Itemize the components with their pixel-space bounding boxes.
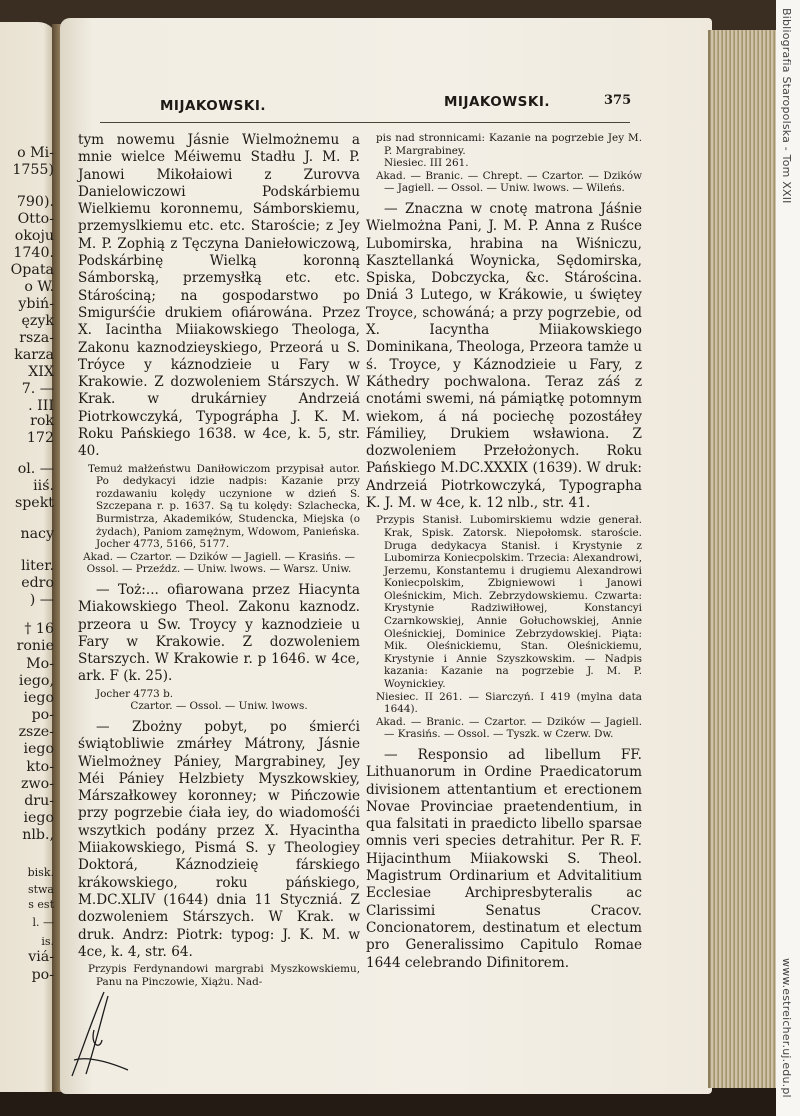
left-page-fragment: o Mi- bbox=[17, 146, 54, 161]
left-page-fragment: rsza- bbox=[19, 331, 54, 346]
left-page-fragment: edro bbox=[21, 576, 54, 591]
left-page-fragment: iego, bbox=[18, 674, 54, 689]
left-page-fragment: 172 bbox=[26, 431, 54, 446]
left-page-fragment: ol. — bbox=[17, 462, 54, 477]
left-column bbox=[78, 132, 360, 988]
right-column bbox=[366, 132, 642, 972]
left-page-fragment: karza bbox=[14, 348, 54, 363]
left-page-fragment: po- bbox=[31, 968, 54, 983]
entry-text: tym nowemu Jásnie Wielmożnemu a mnie wielce Méiwemu Stadłu J. M. P. Janowi Mikołaiowi z Zurovva Danielowiczowi Podskárbiemu Wielkiemu koronnemu, Sámborskiemu, przemyslkiemu etc. etc. Staroście; z Jey M. P. Zophią z Tęczyna Daniełowiczową, Podskárbinę Wielką koronną Sámborską, przemysłką etc. etc. Stárościną; na gospodarstwo po Smigurśćie drukiem ofiárowána. Przez X. Iacintha Miiakowskiego Theologa, Zakonu kaznodzieyskiego, Przeorá u S. Tróyce y káznodzieie u Fary w Krakowie. Z dozwoleniem Stárszych. W Krak. w drukárniey Andrzeiá Piotrkowczyká, Typográpha J. K. M. Roku Pańskiego 1638. w 4ce, k. 5, str. 40. bbox=[78, 132, 360, 460]
left-page-fragment: . III bbox=[28, 399, 54, 414]
left-page-fragment: dru- bbox=[24, 794, 54, 809]
left-page-fragment: okoju bbox=[14, 229, 54, 244]
left-page-fragment: 790). bbox=[16, 195, 54, 210]
left-page-fragment: nacy bbox=[20, 527, 54, 542]
left-page-fragment: l. — bbox=[32, 917, 54, 928]
header-rule bbox=[100, 122, 630, 123]
left-page-fragment: 1755) bbox=[12, 163, 54, 178]
left-page-fragment: s est bbox=[28, 899, 54, 910]
left-page-fragment: rok bbox=[30, 414, 54, 429]
left-page-fragment: zwo- bbox=[21, 777, 54, 792]
left-page-fragment: po- bbox=[31, 708, 54, 723]
entry-note: Temuż małżeństwu Daniłowiczom przypisał autor. Po dedykacyi idzie nadpis: Kazanie przy rozdawaniu kolędy uczynione w dzień S. Szczepana r. p. 1637. Są tu kolędy: Szlachecka, Burmistrza, Akademików, Studencka, Miejska (o żydach), Paniom zamężnym, Wdowom, Panieńska. bbox=[88, 462, 360, 538]
entry-text: — Zbożny pobyt, po śmierći świątobliwie zmárłey Mátrony, Jásnie Wielmożney Pániey, Margrabiney, Jey Méi Pániey Helzbiety Myszkowskiey, Márszałkowey koronney; w Pińczowie przy pogrzebie ćiała iey, do wiadomośći wszytkich podány przez X. Hyacintha Miiakowskiego, Pismá S. y Theologiey Doktorá, Káznodzieię fárskiego krákowskiego, roku páńskiego, M.DC.XLIV (1644) dnia 11 Styczniá. Z dozwoleniem Stárszych. W Krak. w druk. Andrz: Piotrk: typog: J. K. M. w 4ce, k. 4, str. 64. bbox=[78, 718, 360, 960]
page-number: 375 bbox=[604, 93, 632, 108]
left-page-fragment: kto- bbox=[26, 760, 54, 775]
left-page-fragment: ęzyk bbox=[21, 314, 54, 329]
left-page-fragment: o W. bbox=[24, 280, 54, 295]
running-head: MIJAKOWSKI. bbox=[444, 94, 550, 110]
page-edges bbox=[708, 30, 778, 1088]
left-page-fragment: 7. — bbox=[21, 382, 54, 397]
left-page-fragment: † 16 bbox=[24, 622, 54, 637]
entry-text: — Responsio ad libellum FF. Lithuanorum in Ordine Praedicatorum divisionem attentantium et erectionem Novae Provinciae praetendentium, in qua falsitati in praedicto libello sparsae omnis veri species detrahitur. Per R. F. Hijacinthum Miiakowski S. Theol. Magistrum Ordinarium et Advitalitium Ecclesiae Archipresbyteralis ac Clarissimi Senatus Cracov. Concionatorem, destinatum et electum pro Generalissimo Capitulo Romae 1644 celebrando Difinitorem. bbox=[366, 747, 642, 971]
left-page-fragment: Otto- bbox=[17, 212, 54, 227]
left-page-fragment: nlb., bbox=[22, 828, 54, 843]
left-page-fragment: ) — bbox=[29, 593, 54, 608]
left-page-fragment: viá- bbox=[28, 950, 54, 965]
entry-libraries: Akad. — Branic. — Chrept. — Czartor. — Dzików — Jagiell. — Ossol. — Uniw. lwows. — Wileńs. bbox=[376, 169, 642, 195]
left-page-fragment: ronie bbox=[16, 639, 54, 654]
left-page-fragment: bisk. bbox=[27, 867, 54, 878]
left-page-fragment: iego bbox=[23, 742, 54, 757]
entry-reference: Niesiec. II 261. — Siarczyń. I 419 (mylna data 1644). bbox=[376, 690, 642, 716]
left-page-fragment: iego bbox=[23, 691, 54, 706]
entry-text: — Toż:... ofiarowana przez Hiacynta Miakowskiego Theol. Zakonu kaznodz. przeora u Sw. Troycy y kaznodzieie u Fary w Krakowie. Z dozwoleniem Starszych. W Krakowie r. p 1646. w 4ce, ark. F (k. 25). bbox=[78, 581, 360, 685]
left-page-fragment: XIX bbox=[28, 365, 54, 380]
entry-libraries: Akad. — Czartor. — Dzików — Jagiell. — Krasińs. — Ossol. — Przeźdz. — Uniw. lwows. — Warsz. Uniw. bbox=[83, 550, 355, 576]
entry-note: Przypis Stanisł. Lubomirskiemu wdzie generał. Krak, Spisk. Zatorsk. Niepołomsk. staroście. Druga dedykacya Stanisł. i Krystynie z Lubomirza Koniecpolskim. Trzecia: Alexandrowi, Jerzemu, Konstantemu i drugiemu Alexandrowi Koniecpolskim, Zbigniewowi i Janowi Oleśnickim, Mich. Zebrzydowskiemu. Czwarta: Krystynie Radziwiłłowej, Konstancyi Czarnkowskiej, Annie Gołuchowskiej, Annie Oleśnickiej, Dominice Zebrzydowskiej. Piąta: Mik. Oleśnickiemu, Stan. Oleśnickiemu, Krystynie i Annie Szyszkowskim. — Nadpis kazania: Kazanie na pogrzebie J. M. P. Woynickiey. bbox=[376, 514, 642, 691]
left-page-fragment: iiś. bbox=[33, 479, 54, 494]
entry-reference: Jocher 4773 b. bbox=[96, 687, 174, 700]
entry-libraries: Czartor. — Ossol. — Uniw. lwows. bbox=[130, 700, 308, 713]
left-page-fragment: 1740. bbox=[13, 246, 54, 261]
entry-text: — Znaczna w cnotę matrona Jáśnie Wielmożna Pani, J. M. P. Anna z Ruśce Lubomirska, hrabina na Wiśniczu, Kasztellanká Woynicka, Sędomirska, Spiska, Dobczycka, &c. Stárościna. Dniá 3 Lutego, w Krákowie, u świętey Troyce, schowáná; a przy pogrzebie, od X. Iacyntha Miiakowskiego Dominikana, Theologa, Przeora tamże u ś. Troyce, y Káznodzieie u Fary, z Káthedry pochwalona. Teraz záś z cnotámi swemi, ná pámiątkę potomnym wiekom, á ná pociechę pozostáłey Fámiliey, Drukiem wsławiona. Z dozwoleniem Przełożonych. Roku Pańskiego M.DC.XXXIX (1639). W druk: Andrzeiá Piotrkowczyká, Typographa K. J. M. w 4ce, k. 12 nlb., str. 41. bbox=[366, 200, 642, 512]
left-page-fragment: stwa bbox=[27, 884, 54, 895]
side-caption-title: Bibliografia Staropolska - Tom XXII bbox=[780, 8, 793, 204]
entry-reference: Niesiec. III 261. bbox=[384, 157, 469, 170]
left-page-fragment: is. bbox=[41, 936, 54, 947]
left-page-fragment: Mo- bbox=[26, 657, 54, 672]
entry-note: pis nad stronnicami: Kazanie na pogrzebie Jey M. P. Margrabiney. bbox=[376, 132, 642, 157]
left-page-edge bbox=[0, 22, 58, 1092]
left-page-fragment: Opata bbox=[10, 263, 54, 278]
side-caption-url[interactable]: www.estreicher.uj.edu.pl bbox=[780, 958, 793, 1098]
left-page-fragment: iego bbox=[23, 811, 54, 826]
left-page-fragment: ybiń- bbox=[18, 297, 54, 312]
entry-note: Przypis Ferdynandowi margrabi Myszkowskiemu, Panu na Pinczowie, Xiążu. Nad- bbox=[88, 963, 360, 988]
left-page-fragment: liter. bbox=[21, 559, 54, 574]
entry-reference: Jocher 4773, 5166, 5177. bbox=[96, 538, 230, 551]
running-head-left: MIJAKOWSKI. bbox=[160, 98, 266, 114]
left-page-fragment: zsze- bbox=[18, 725, 54, 740]
entry-libraries: Akad. — Branic. — Czartor. — Dzików — Jagiell. — Krasińs. — Ossol. — Tyszk. w Czerw. Dw. bbox=[376, 715, 642, 741]
left-page-fragment: spekt bbox=[14, 496, 54, 511]
signature-mark bbox=[64, 990, 134, 1080]
